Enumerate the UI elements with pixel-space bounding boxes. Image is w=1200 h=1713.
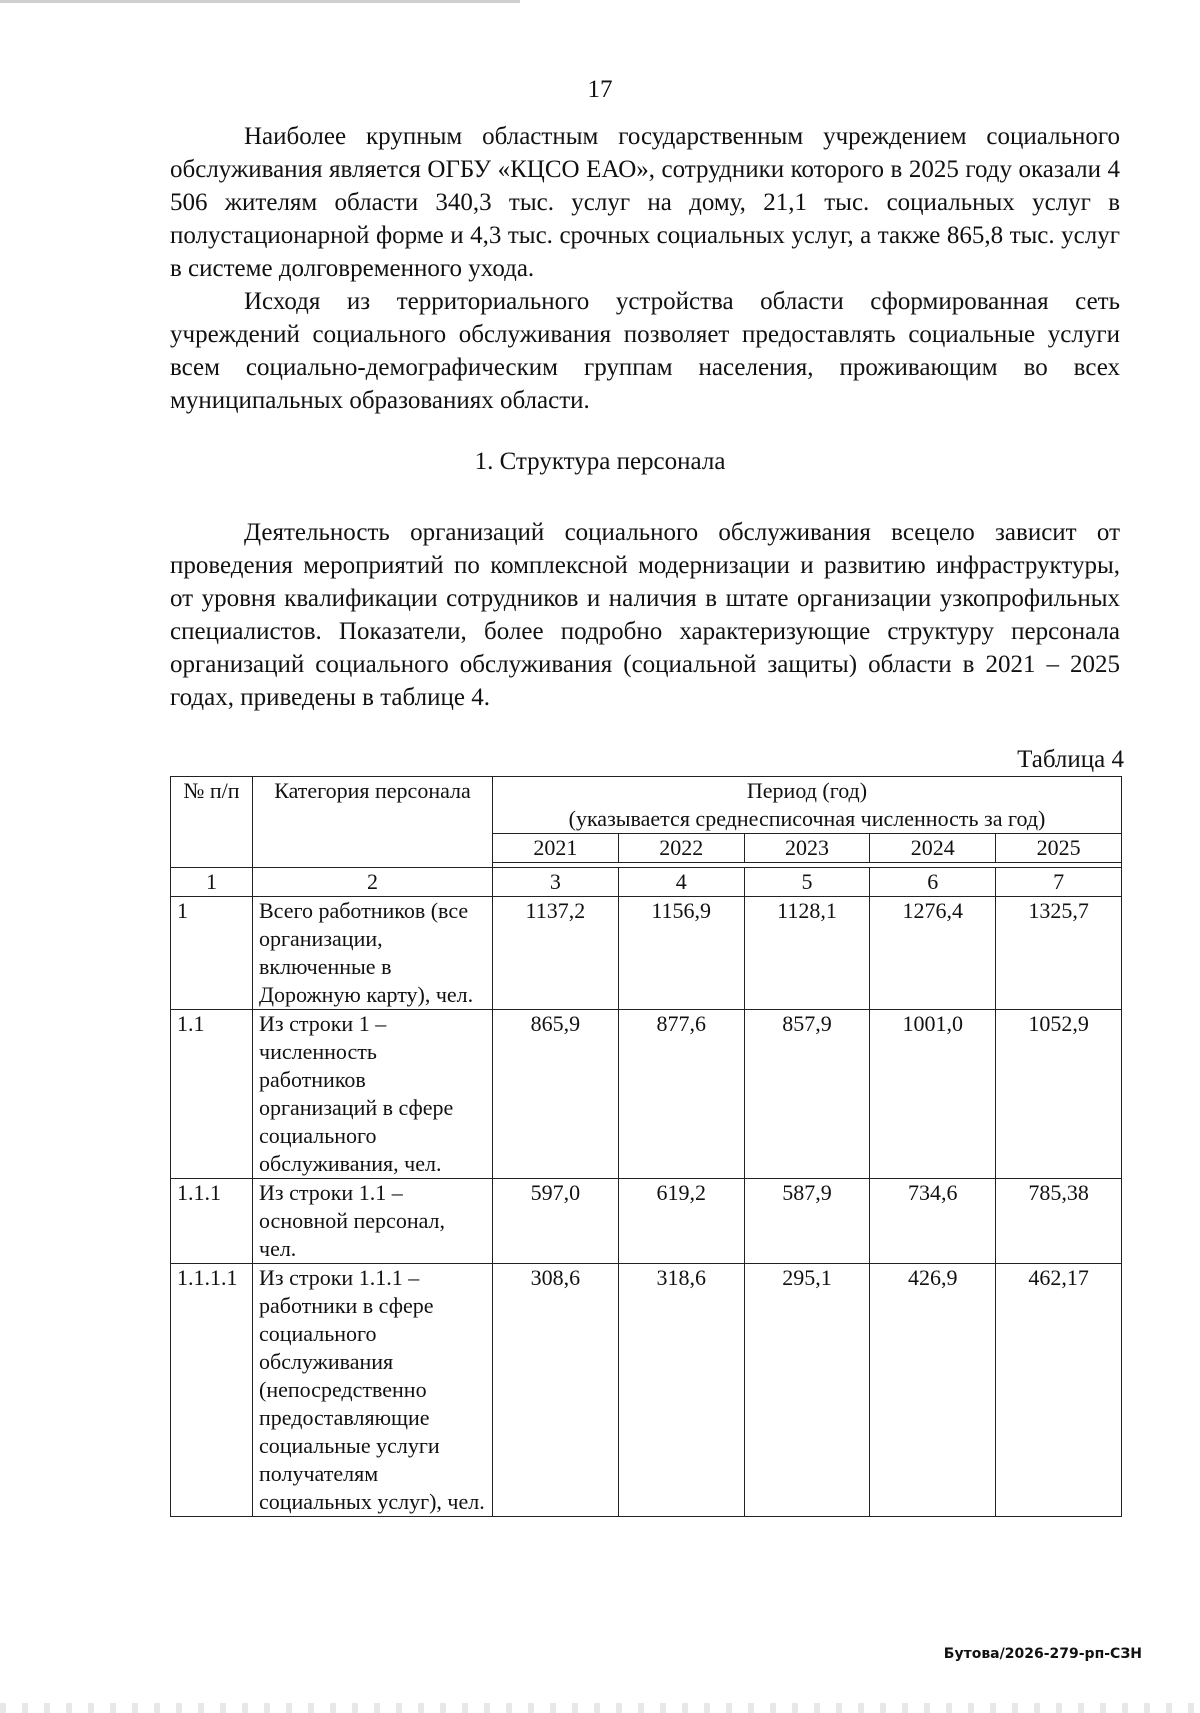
row-value: 587,9 [744,1179,870,1264]
table-row [171,1179,1122,1264]
row-category: Из строки 1.1 – основной персонал, чел. [253,1179,493,1264]
row-value: 1052,9 [996,1010,1122,1179]
scan-edge-top [0,0,520,3]
column-number: 3 [493,868,619,897]
row-value: 1156,9 [618,897,744,1010]
table-caption: Таблица 4 [1017,746,1124,773]
year-cell: 2022 [618,834,744,863]
year-cell: 2023 [744,834,870,863]
activity-paragraph: Деятельность организаций социального обслуживания всецело зависит от проведения мероприятий по комплексной модернизации и развитию инфраструктуры, от уровня квалификации сотрудников и наличия в штате организации узкопрофильных специалистов. Показатели, более подробно характеризующие структуру персонала организаций социального обслуживания (социальной защиты) области в 2021 – 2025 годах, приведены в таблице 4. [170,519,1120,711]
row-value: 1276,4 [870,897,996,1010]
table-row [171,897,1122,1010]
intro-paragraph: Наиболее крупным областным государственным учреждением социального обслуживания является ОГБУ «КЦСО ЕАО», сотрудники которого в 2025 году оказали 4 506 жителям области 340,3 тыс. услуг на дому, 21,1 тыс. социальных услуг в полустационарной форме и 4,3 тыс. срочных социальных услуг, а также 865,8 тыс. услуг в системе долговременного ухода. [170,123,1120,282]
row-num: 1 [171,897,253,1010]
row-num: 1.1.1 [171,1179,253,1264]
row-num: 1.1 [171,1010,253,1179]
column-number: 6 [870,868,996,897]
row-num: 1.1.1.1 [171,1264,253,1517]
row-value: 877,6 [618,1010,744,1179]
header-category: Категория персонала [253,777,493,868]
row-value: 785,38 [996,1179,1122,1264]
row-value: 462,17 [996,1264,1122,1517]
row-value: 1325,7 [996,897,1122,1010]
row-value: 857,9 [744,1010,870,1179]
row-value: 1001,0 [870,1010,996,1179]
row-value: 295,1 [744,1264,870,1517]
header-period-note: (указывается среднесписочная численность за год) [568,806,1046,831]
row-value: 597,0 [493,1179,619,1264]
row-category: Из строки 1.1.1 – работники в сфере социального обслуживания (непосредственно предоставляющие социальные услуги получателям социальных услуг), чел. [253,1264,493,1517]
row-value: 734,6 [870,1179,996,1264]
row-value: 318,6 [618,1264,744,1517]
staff-structure-table [170,776,1122,1517]
row-value: 865,9 [493,1010,619,1179]
header-num: № п/п [171,777,253,868]
intro-text [170,120,1120,417]
scan-edge-bottom [0,1703,1200,1713]
row-value: 308,6 [493,1264,619,1517]
column-number: 5 [744,868,870,897]
document-code: Бутова/2026-279-рп-СЗН [943,1646,1142,1662]
table-header-row [171,777,1122,834]
column-number: 2 [253,868,493,897]
activity-text [170,516,1120,714]
column-numbers-row [171,868,1122,897]
row-value: 1137,2 [493,897,619,1010]
header-period [493,777,1122,834]
year-cell: 2021 [493,834,619,863]
column-number: 7 [996,868,1122,897]
year-cell: 2024 [870,834,996,863]
header-period-title: Период (год) [746,778,868,803]
section-heading: 1. Структура персонала [474,448,726,475]
row-category: Всего работников (все организации, включенные в Дорожную карту), чел. [253,897,493,1010]
column-number: 4 [618,868,744,897]
intro-paragraph: Исходя из территориального устройства области сформированная сеть учреждений социального обслуживания позволяет предоставлять социальные услуги всем социально-демографическим группам населения, проживающим во всех муниципальных образованиях области. [170,288,1120,414]
row-value: 619,2 [618,1179,744,1264]
row-value: 426,9 [870,1264,996,1517]
row-value: 1128,1 [744,897,870,1010]
page-number: 17 [587,76,613,103]
column-number: 1 [171,868,253,897]
table-row [171,1264,1122,1517]
row-category: Из строки 1 – численность работников организаций в сфере социального обслуживания, чел. [253,1010,493,1179]
table-row [171,1010,1122,1179]
year-cell: 2025 [996,834,1122,863]
